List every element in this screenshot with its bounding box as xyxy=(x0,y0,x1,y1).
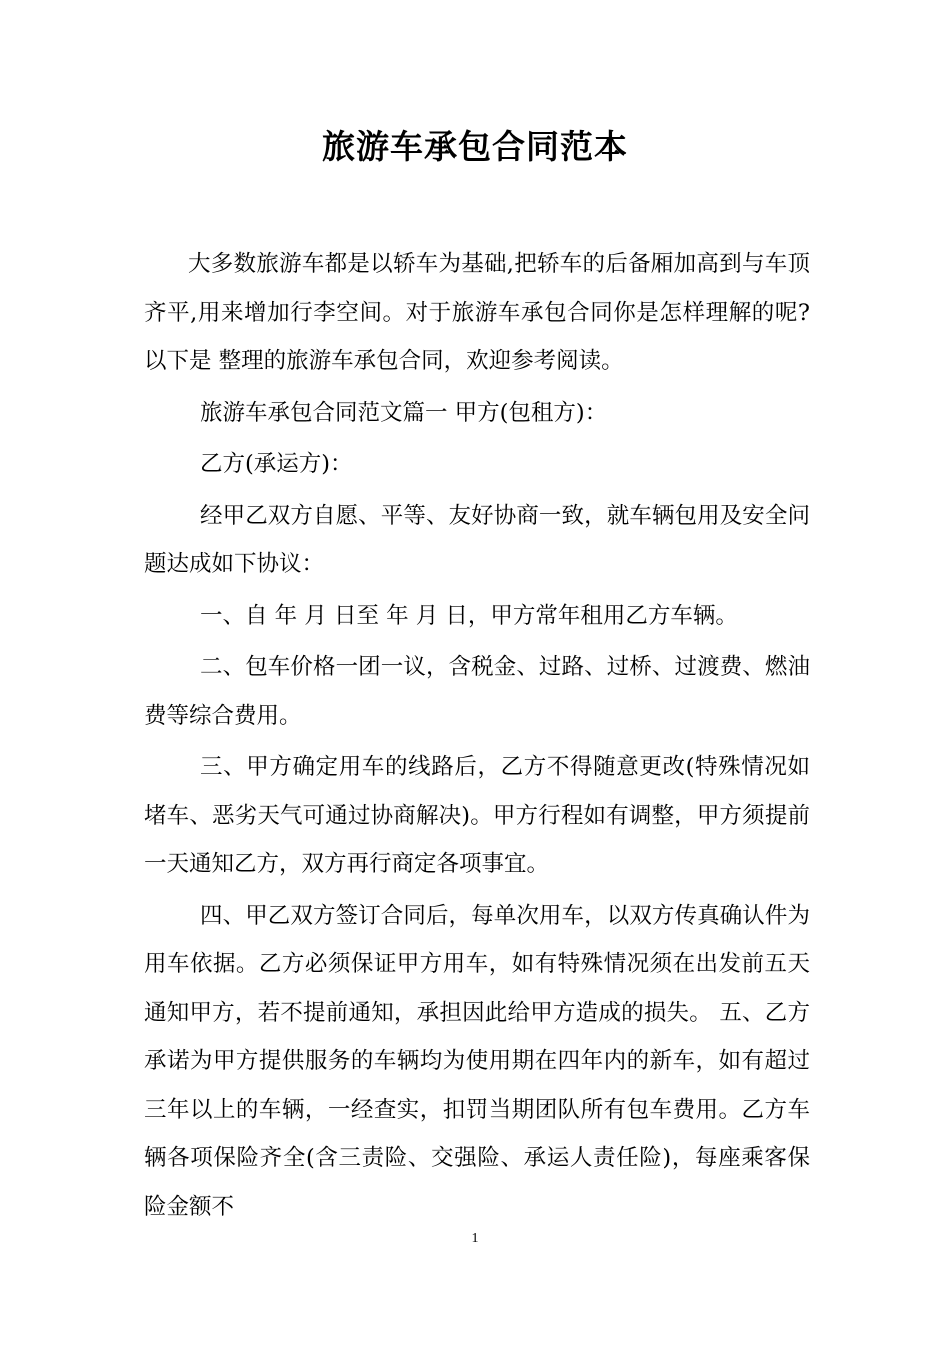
intro-paragraph: 大多数旅游车都是以轿车为基础,把轿车的后备厢加高到与车顶齐平,用来增加行李空间。对于旅游车承包合同你是怎样理解的呢?以下是 整理的旅游车承包合同，欢迎参考阅读。 xyxy=(144,251,810,374)
page-number: 1 xyxy=(471,1231,479,1246)
agreement-intro-paragraph: 经甲乙双方自愿、平等、友好协商一致，就车辆包用及安全问题达成如下协议： xyxy=(144,502,810,577)
clause-3-paragraph: 三、甲方确定用车的线路后，乙方不得随意更改(特殊情况如堵车、恶劣天气可通过协商解决)。甲方行程如有调整，甲方须提前一天通知乙方，双方再行商定各项事宜。 xyxy=(144,754,810,877)
clause-2-paragraph: 二、包车价格一团一议，含税金、过路、过桥、过渡费、燃油费等综合费用。 xyxy=(144,654,810,729)
document-body xyxy=(144,240,810,1231)
clause-1-paragraph: 一、自 年 月 日至 年 月 日，甲方常年租用乙方车辆。 xyxy=(200,602,738,629)
contract-heading-paragraph: 旅游车承包合同范文篇一 甲方(包租方)： xyxy=(200,399,608,426)
clause-4-5-paragraph: 四、甲乙双方签订合同后，每单次用车，以双方传真确认件为用车依据。乙方必须保证甲方用车，如有特殊情况须在出发前五天通知甲方，若不提前通知，承担因此给甲方造成的损失。 五、乙方承诺为甲方提供服务的车辆均为使用期在四年内的新车，如有超过三年以上的车辆，一经查实，扣罚当期团队所有包车费用。乙方车辆各项保险齐全(含三责险、交强险、承运人责任险)，每座乘客保险金额不 xyxy=(144,902,810,1220)
document-title: 旅游车承包合同范本 xyxy=(322,127,628,166)
party-b-paragraph: 乙方(承运方)： xyxy=(200,451,353,477)
